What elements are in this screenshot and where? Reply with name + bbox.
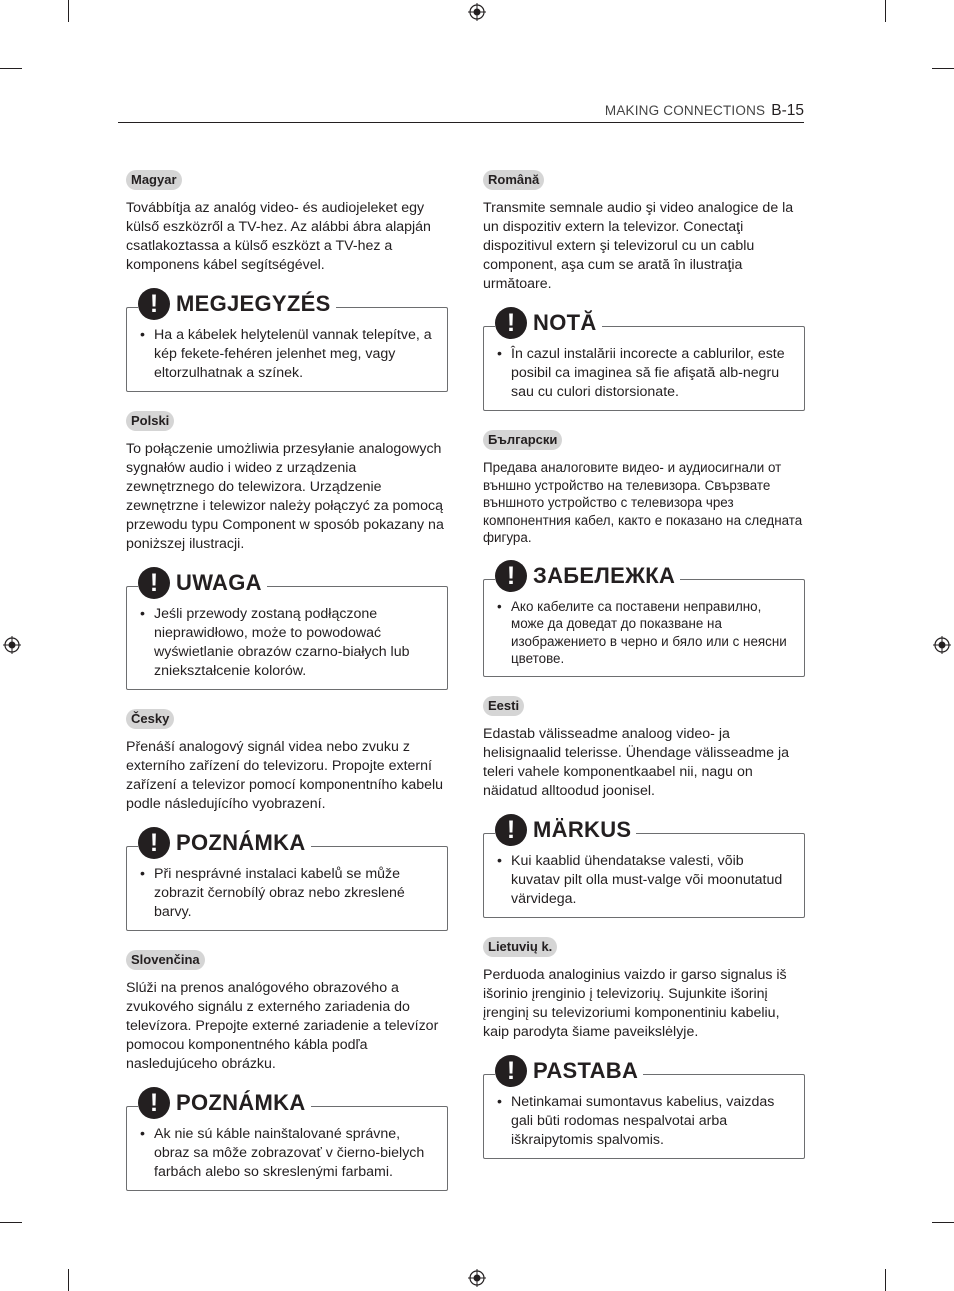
section-bulgarian	[483, 430, 805, 677]
section-czech	[126, 709, 448, 931]
body-text: Přenáší analogový signál videa nebo zvuku z externího zařízení do televizoru. Propojte externí zařízení a televizor pomocí komponentního kabelu podle následujícího vyobrazení.	[126, 739, 444, 812]
note-item: • Při nesprávné instalaci kabelů se může zobrazit černobílý obraz nebo zkreslené barvy.	[140, 865, 437, 922]
note-header	[495, 1055, 643, 1087]
language-label: Română	[483, 170, 544, 190]
note-frame	[483, 579, 805, 677]
note-item: • Ако кабелите са поставени неправилно, може да доведат до показване на изображението в черно и бяло или с неясни цветове.	[497, 598, 794, 668]
body-text: Perduoda analoginius vaizdo ir garso signalus iš išorinio įrenginio į televizorių. Sujunkite išorinį įrenginį su televizoriumi komponentiniu kabeliu, kaip parodyta šiame paveikslėlyje.	[483, 966, 787, 1040]
note-header	[138, 827, 311, 859]
body-text: Edastab välisseadme analoog video- ja helisignaalid telerisse. Ühendage välisseadme ja teleri vahele komponentkaabel nii, nagu on näidatud alltoodud joonisel.	[483, 725, 790, 799]
exclamation-icon: !	[138, 1087, 170, 1119]
left-column	[126, 170, 448, 1210]
registration-mark-icon	[468, 1269, 486, 1287]
registration-mark-icon	[933, 636, 951, 654]
note-title: MEGJEGYZÉS	[176, 291, 331, 316]
crop-mark	[68, 1269, 69, 1291]
section-romanian	[483, 170, 805, 411]
right-column	[483, 170, 805, 1178]
header-rule	[118, 122, 804, 123]
language-label: Magyar	[126, 170, 182, 190]
language-label: Eesti	[483, 696, 524, 716]
language-label: Lietuvių k.	[483, 937, 557, 957]
note-box	[483, 561, 805, 677]
note-box	[126, 569, 448, 690]
body-text: To połączenie umożliwia przesyłanie analogowych sygnałów audio i wideo z urządzenia zewnętrznego do telewizora. Urządzenie zewnętrzne i telewizor należy połączyć za pomocą przewodu typu Component w sposób pokazany na poniższej ilustracji.	[126, 441, 444, 552]
note-title: UWAGA	[176, 570, 262, 595]
page-number: B-15	[771, 102, 804, 119]
crop-mark	[932, 1222, 954, 1223]
note-item: • În cazul instalării incorecte a cablurilor, este posibil ca imaginea să fie afişată alb-negru sau cu culori distorsionate.	[497, 345, 794, 402]
section-title: MAKING CONNECTIONS	[604, 103, 766, 118]
note-text: Při nesprávné instalaci kabelů se může zobrazit černobílý obraz nebo zkreslené barvy.	[154, 866, 405, 920]
language-label: Polski	[126, 411, 174, 431]
note-header	[138, 1087, 311, 1119]
language-label: Česky	[126, 709, 174, 729]
body-text: Slúži na prenos analógového obrazového a zvukového signálu z externého zariadenia do televízora. Prepojte externé zariadenie a televízor pomocou komponentného kábla podľa nasledujúceho obrázku.	[126, 980, 439, 1072]
note-item: • Ha a kábelek helytelenül vannak telepítve, a kép fekete-fehéren jelenhet meg, vagy eltorzulhatnak a színek.	[140, 326, 437, 383]
exclamation-icon: !	[138, 567, 170, 599]
exclamation-icon: !	[495, 814, 527, 846]
note-header	[138, 567, 267, 599]
crop-mark	[932, 68, 954, 69]
body-text: Transmite semnale audio şi video analogice de la un dispozitiv extern la televizor. Conectaţi dispozitivul extern şi televizorul cu un cablu component, aşa cum se arată în ilustraţia următoare.	[483, 200, 794, 292]
note-title: POZNÁMKA	[176, 830, 306, 855]
section-polish	[126, 411, 448, 690]
note-header	[495, 560, 680, 592]
note-title: POZNÁMKA	[176, 1090, 306, 1115]
section-slovak	[126, 950, 448, 1191]
language-label: Slovenčina	[126, 950, 205, 970]
exclamation-icon: !	[495, 560, 527, 592]
note-text: Jeśli przewody zostaną podłączone nieprawidłowo, może to powodować wyświetlanie obrazów czarno-białych lub zniekształcenie kolorów.	[154, 606, 410, 679]
crop-mark	[885, 1269, 886, 1291]
note-text: Ha a kábelek helytelenül vannak telepítve, a kép fekete-fehéren jelenhet meg, vagy eltorzulhatnak a színek.	[154, 327, 432, 381]
note-title: ЗАБЕЛЕЖКА	[533, 562, 676, 588]
note-text: Netinkamai sumontavus kabelius, vaizdas gali būti rodomas nespalvotai arba iškraipytomis spalvomis.	[511, 1093, 775, 1148]
exclamation-icon: !	[138, 288, 170, 320]
note-item: • Ak nie sú káble nainštalované správne, obraz sa môže zobrazovať v čierno-bielych farbách alebo so skreslenými farbami.	[140, 1125, 437, 1182]
note-header	[495, 814, 636, 846]
note-text: Ако кабелите са поставени неправилно, може да доведат до показване на изображението в черно и бяло или с неясни цветове.	[511, 598, 787, 666]
body-text: Предава аналоговите видео- и аудиосигнали от външно устройство на телевизора. Свързвате външното устройство с телевизора чрез компонентния кабел, както е показано на следната фигура.	[483, 460, 803, 545]
note-box	[126, 290, 448, 392]
note-item: • Netinkamai sumontavus kabelius, vaizdas gali būti rodomas nespalvotai arba iškraipytomis spalvomis.	[497, 1093, 794, 1150]
note-box	[483, 815, 805, 918]
note-box	[126, 1089, 448, 1191]
section-lithuanian	[483, 937, 805, 1159]
section-hungarian	[126, 170, 448, 392]
crop-mark	[885, 0, 886, 22]
note-text: Kui kaablid ühendatakse valesti, võib kuvatav pilt olla must-valge või moonutatud värvidega.	[511, 852, 783, 907]
exclamation-icon: !	[495, 1055, 527, 1087]
note-box	[126, 829, 448, 931]
body-text: Továbbítja az analóg video- és audiojeleket egy külső eszközről a TV-hez. Az alábbi ábra alapján csatlakoztassa a külső eszközt a TV-hez a komponens kábel segítségével.	[126, 200, 431, 273]
note-title: NOTĂ	[533, 310, 597, 335]
note-title: MÄRKUS	[533, 816, 632, 842]
note-header	[495, 307, 602, 339]
crop-mark	[0, 1222, 22, 1223]
note-box	[483, 309, 805, 411]
exclamation-icon: !	[495, 307, 527, 339]
note-item: • Kui kaablid ühendatakse valesti, võib kuvatav pilt olla must-valge või moonutatud värvidega.	[497, 852, 794, 909]
note-header	[138, 288, 336, 320]
running-header	[605, 102, 804, 120]
note-frame	[126, 586, 448, 690]
note-title: PASTABA	[533, 1057, 639, 1083]
crop-mark	[68, 0, 69, 22]
note-item: • Jeśli przewody zostaną podłączone nieprawidłowo, może to powodować wyświetlanie obrazów czarno-białych lub zniekształcenie kolorów.	[140, 605, 437, 681]
registration-mark-icon	[468, 3, 486, 21]
language-label: Български	[483, 430, 562, 450]
section-estonian	[483, 696, 805, 918]
registration-mark-icon	[3, 636, 21, 654]
crop-mark	[0, 68, 22, 69]
note-box	[483, 1056, 805, 1159]
exclamation-icon: !	[138, 827, 170, 859]
note-text: Ak nie sú káble nainštalované správne, obraz sa môže zobrazovať v čierno-bielych farbách alebo so skreslenými farbami.	[154, 1126, 425, 1180]
note-text: În cazul instalării incorecte a cablurilor, este posibil ca imaginea să fie afişată alb-negru sau cu culori distorsionate.	[511, 346, 785, 400]
